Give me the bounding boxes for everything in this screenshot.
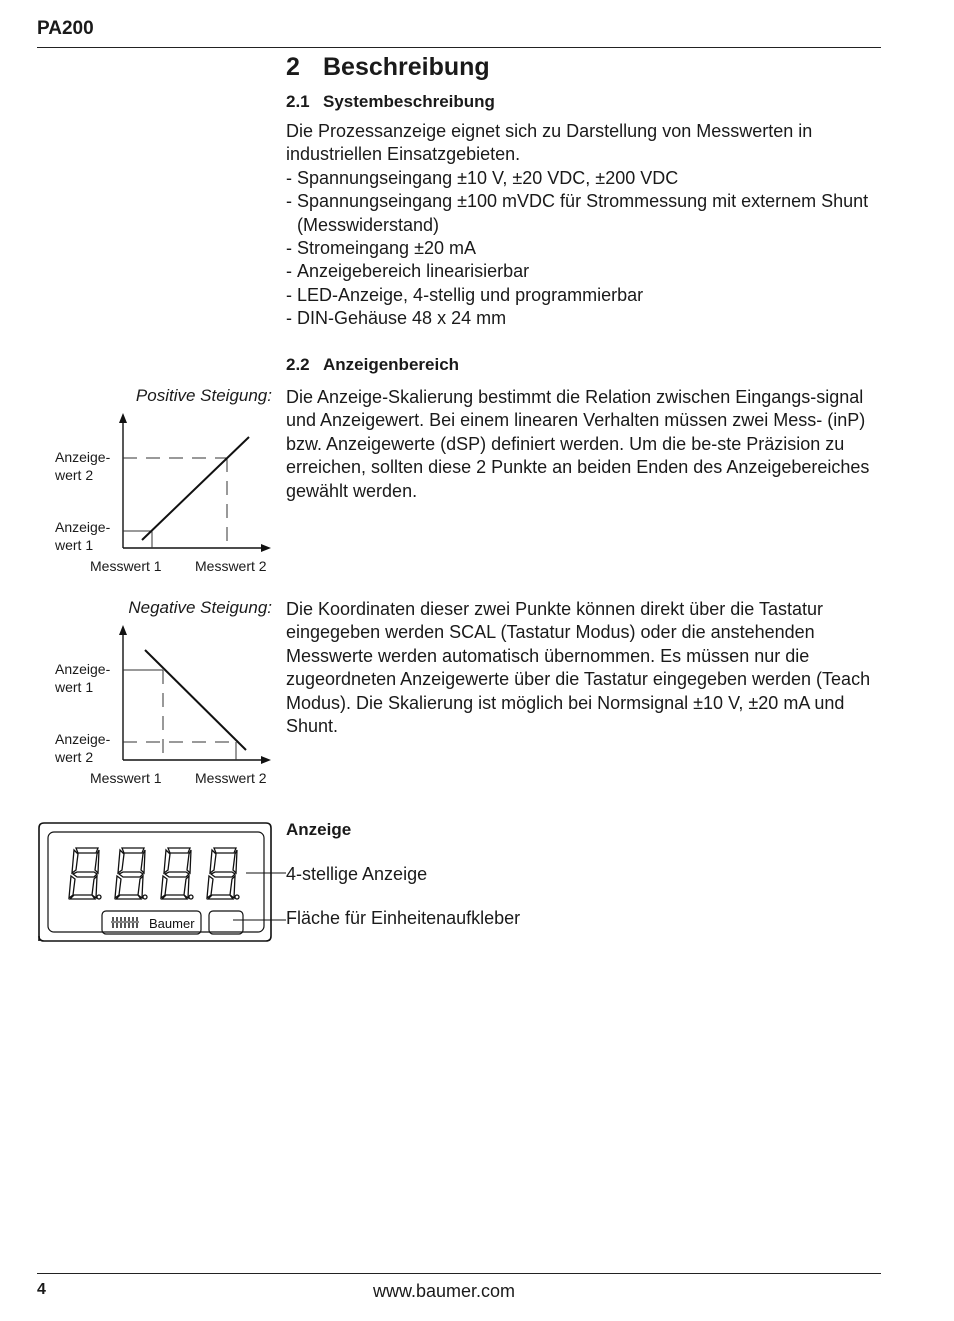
display-front-view bbox=[36, 820, 288, 944]
subsection-heading-2-2 bbox=[286, 355, 459, 375]
negative-slope-caption: Negative Steigung: bbox=[128, 598, 272, 617]
x-label-1: Messwert 1 bbox=[90, 558, 162, 574]
brand-logo-icon bbox=[111, 917, 139, 928]
seven-segment-digit bbox=[161, 848, 193, 899]
subsection-title: Anzeigenbereich bbox=[323, 355, 460, 374]
list-item: - Anzeigebereich linearisierbar bbox=[286, 260, 871, 283]
x-axis-arrow bbox=[261, 756, 271, 764]
brand-name: Baumer bbox=[149, 916, 195, 931]
feature-list bbox=[286, 167, 871, 331]
scaling-text: Die Anzeige-Skalierung bestimmt die Relation zwischen Eingangs-signal und Anzeigewert. Bei einem linearen Verhalten müssen zwei Mess- (inP) bzw. Anzeigewerte (dSP) definiert werden. Um die be-ste Präzision zu erreichen, sollten diese 2 Punkte an beiden Enden des Anzeigebereiches gewählt werden. bbox=[286, 387, 870, 501]
slope-line bbox=[145, 650, 246, 750]
display-heading: Anzeige bbox=[286, 820, 352, 839]
footer-url: www.baumer.com bbox=[373, 1281, 516, 1301]
y-axis-arrow bbox=[119, 625, 127, 635]
unit-area-label: Fläche für Einheitenaufkleber bbox=[286, 908, 521, 928]
subsection-title: Systembeschreibung bbox=[323, 92, 495, 111]
unit-sticker-area bbox=[209, 911, 243, 934]
list-item: - DIN-Gehäuse 48 x 24 mm bbox=[286, 307, 871, 330]
positive-slope-caption: Positive Steigung: bbox=[135, 386, 272, 405]
subsection-number: 2.2 bbox=[286, 355, 310, 374]
negative-slope-diagram bbox=[50, 622, 280, 790]
list-item: - Stromeingang ±20 mA bbox=[286, 237, 871, 260]
teach-text: Die Koordinaten dieser zwei Punkte können direkt über die Tastatur eingegeben werden SCAL (Tastatur Modus) oder die anstehenden Messwerte werden automatisch übernommen. Es müssen nur die zugeordneten Anzeigewerte über die Tastatur eingegeben werden (Teach Modus). Die Skalierung ist möglich bei Normsignal ±10 V, ±20 mA und Shunt. bbox=[286, 599, 871, 737]
subsection-number: 2.1 bbox=[286, 92, 310, 111]
section-heading bbox=[286, 53, 490, 82]
teach-paragraph bbox=[286, 598, 871, 738]
y-label-bottom: Anzeige- bbox=[55, 731, 111, 747]
system-description bbox=[286, 120, 871, 331]
x-label-2: Messwert 2 bbox=[195, 558, 267, 574]
y-label-top: Anzeige- bbox=[55, 449, 111, 465]
scaling-paragraph bbox=[286, 386, 871, 503]
digits-label: 4-stellige Anzeige bbox=[286, 864, 428, 884]
y-label-top: Anzeige- bbox=[55, 661, 111, 677]
list-item: - LED-Anzeige, 4-stellig und programmierbar bbox=[286, 284, 871, 307]
footer-rule bbox=[37, 1273, 881, 1274]
y-axis-arrow bbox=[119, 413, 127, 423]
y-label-bottom: Anzeige- bbox=[55, 519, 111, 535]
x-label-1: Messwert 1 bbox=[90, 770, 162, 786]
y-label-top: wert 2 bbox=[55, 467, 94, 483]
section-title: Beschreibung bbox=[323, 53, 490, 81]
y-label-bottom: wert 2 bbox=[55, 749, 94, 765]
document-title: PA200 bbox=[37, 18, 94, 39]
x-axis-arrow bbox=[261, 544, 271, 552]
system-intro: Die Prozessanzeige eignet sich zu Darstellung von Messwerten in industriellen Einsatzgebieten. bbox=[286, 121, 813, 165]
subsection-heading-2-1 bbox=[286, 92, 495, 112]
seven-segment-digit bbox=[207, 848, 239, 899]
page-number: 4 bbox=[37, 1281, 46, 1298]
seven-segment-digit bbox=[69, 848, 101, 899]
positive-slope-diagram bbox=[50, 410, 280, 578]
y-label-bottom: wert 1 bbox=[55, 537, 94, 553]
seven-segment-digit bbox=[115, 848, 147, 899]
y-label-top: wert 1 bbox=[55, 679, 94, 695]
x-label-2: Messwert 2 bbox=[195, 770, 267, 786]
section-number: 2 bbox=[286, 53, 300, 81]
slope-line bbox=[142, 437, 249, 540]
list-item: - Spannungseingang ±10 V, ±20 VDC, ±200 VDC bbox=[286, 167, 871, 190]
header-rule bbox=[37, 47, 881, 48]
list-item: - Spannungseingang ±100 mVDC für Strommessung mit externem Shunt (Messwiderstand) bbox=[286, 190, 871, 237]
